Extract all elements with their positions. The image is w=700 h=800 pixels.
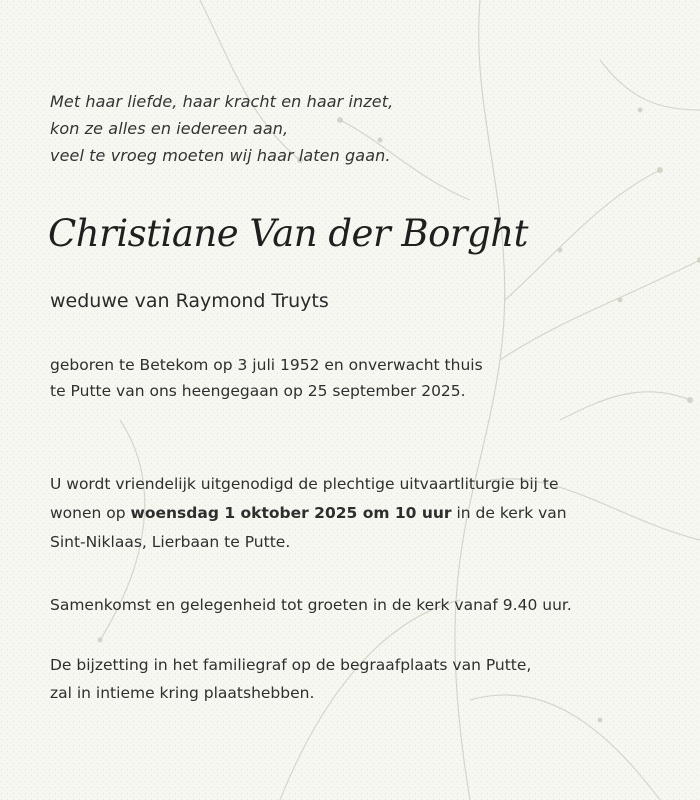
poem-line-2: kon ze alles en iedereen aan, (50, 119, 289, 138)
burial-line-2: zal in intieme kring plaatshebben. (50, 684, 315, 702)
birth-death-details (50, 352, 670, 404)
poem-line-1: Met haar liefde, haar kracht en haar inzet, (50, 92, 394, 111)
burial-info (50, 651, 670, 707)
poem (50, 88, 650, 169)
birth-line-1: geboren te Betekom op 3 juli 1952 en onverwacht thuis (50, 356, 483, 374)
invitation-line-3: Sint-Niklaas, Lierbaan te Putte. (50, 533, 291, 551)
poem-line-3: veel te vroeg moeten wij haar laten gaan. (50, 146, 391, 165)
burial-line-1: De bijzetting in het familiegraf op de begraafplaats van Putte, (50, 656, 532, 674)
invitation-line-2-pre: wonen op (50, 504, 131, 522)
funeral-invitation (50, 470, 680, 557)
invitation-line-1: U wordt vriendelijk uitgenodigd de plechtige uitvaartliturgie bij te (50, 475, 559, 493)
funeral-date-time: woensdag 1 oktober 2025 om 10 uur (130, 504, 452, 522)
invitation-line-2-post: in de kerk van (451, 504, 567, 522)
gathering-info: Samenkomst en gelegenheid tot groeten in de kerk vanaf 9.40 uur. (50, 596, 572, 614)
widow-line: weduwe van Raymond Truyts (50, 290, 329, 312)
birth-line-2: te Putte van ons heengegaan op 25 september 2025. (50, 382, 466, 400)
invitation-line-2 (50, 499, 680, 528)
deceased-name: Christiane Van der Borght (48, 212, 528, 255)
